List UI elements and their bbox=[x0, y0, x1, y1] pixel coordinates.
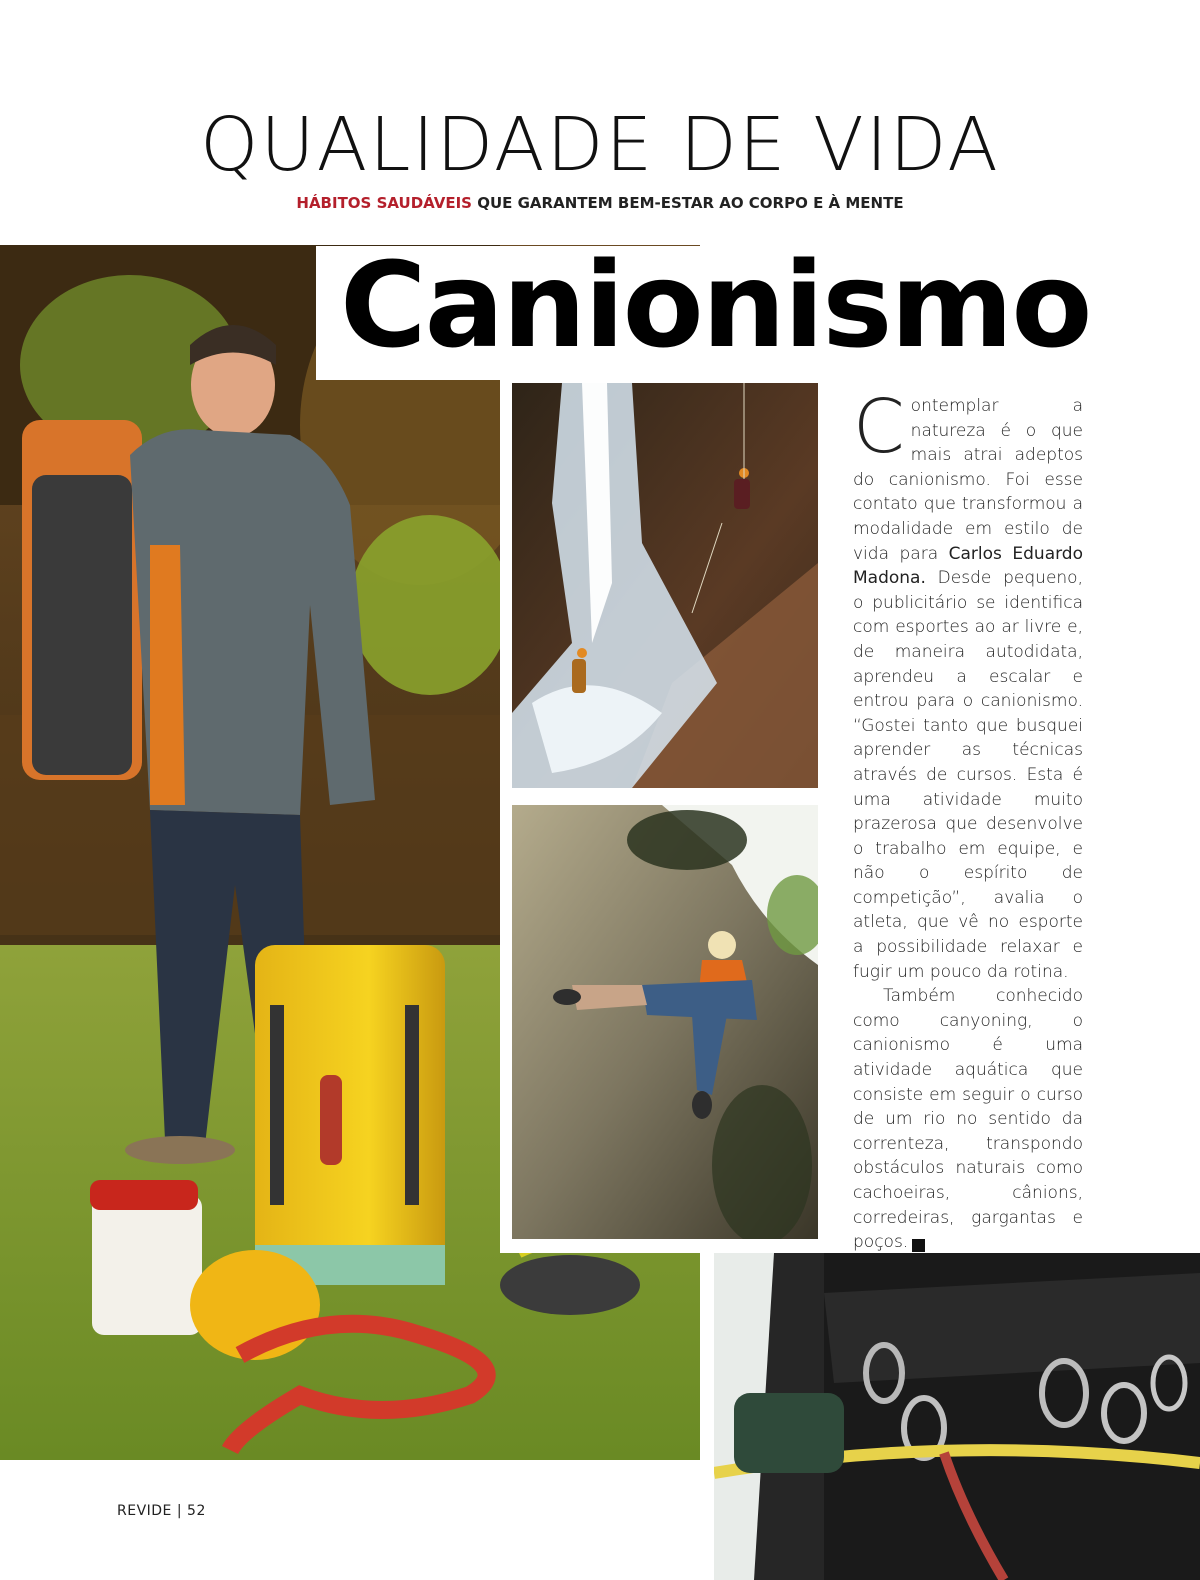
section-kicker bbox=[0, 194, 1200, 212]
paragraph-2-text: Também conhecido como canyoning, o canionismo é uma atividade aquática que consiste em seguir o curso de um rio no sentido da correnteza, transpondo obstáculos naturais como cachoeiras, cânions, corredeiras, gargantas e poços. bbox=[853, 986, 1083, 1253]
harness-carabiners-photo bbox=[714, 1253, 1200, 1580]
drop-cap: C bbox=[853, 384, 905, 470]
section-title: QUALIDADE DE VIDA bbox=[200, 102, 1000, 188]
paragraph-1-rest: Desde pequeno, o publicitário se identifica com esportes ao ar livre e, de maneira autodidata, aprendeu a escalar e entrou para o canionismo. “Gostei tanto que busquei aprender as técnicas através de cursos. Esta é uma atividade muito prazerosa que desenvolve o trabalho em equipe, e não o espírito de competição”, avalia o atleta, que vê no esporte a possibilidade relaxar e fugir um pouco da rotina. bbox=[853, 568, 1083, 982]
kicker-accent: HÁBITOS SAUDÁVEIS bbox=[296, 194, 472, 212]
article-paragraph-2 bbox=[853, 984, 1083, 1255]
page-folio bbox=[117, 1503, 206, 1519]
end-of-article-icon: r bbox=[912, 1239, 925, 1252]
kicker-text: QUE GARANTEM BEM-ESTAR AO CORPO E À MENTE bbox=[472, 194, 904, 212]
paragraph-1-lead: ontemplar a natureza é o que mais atrai adeptos do canionismo. Foi esse contato que transformou a modalidade em estilo de vida para bbox=[853, 396, 1083, 564]
page-number: 52 bbox=[187, 1503, 206, 1519]
folio-separator: | bbox=[176, 1503, 183, 1519]
subject-name: Carlos Eduardo Madona. bbox=[853, 543, 1083, 589]
article-body bbox=[853, 384, 1083, 1255]
rock-climber-photo bbox=[512, 805, 818, 1239]
waterfall-rappel-photo bbox=[512, 383, 818, 788]
magazine-name: REVIDE bbox=[117, 1503, 172, 1519]
article-headline: Canionismo bbox=[340, 236, 1091, 374]
article-paragraph-1 bbox=[853, 384, 1083, 984]
